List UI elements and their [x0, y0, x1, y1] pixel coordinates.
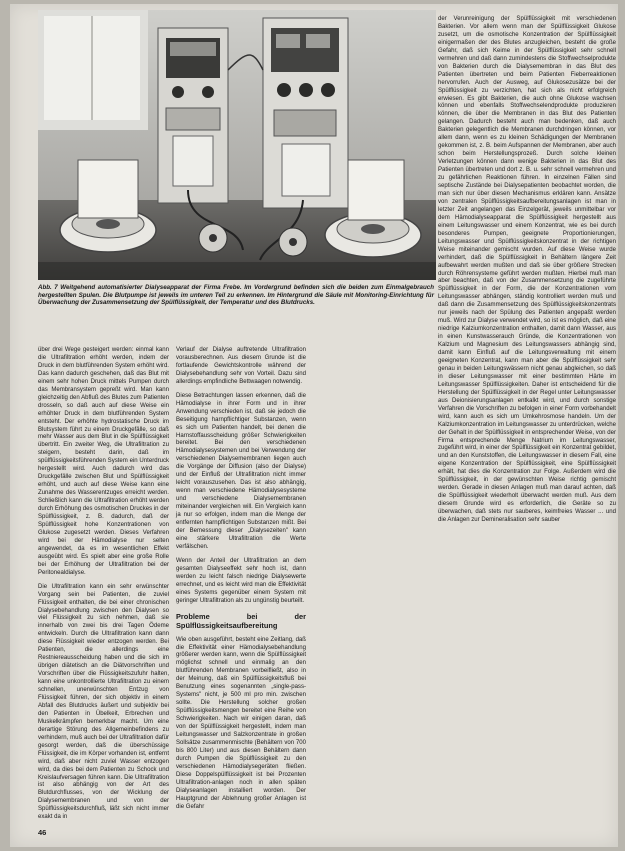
- paragraph: Verlauf der Dialyse auftretende Ultrafiltration vorausberechnen. Aus diesem Grunde ist die fortlaufende Gewichtskontrolle während der Dialysebehandlung sehr von Vorteil. Dazu sind allerdings empfindliche Bettwaagen notwendig.: [176, 347, 306, 385]
- document-page: [10, 4, 618, 847]
- column-2: [176, 347, 306, 818]
- paragraph: Die Ultrafiltration kann ein sehr erwünschter Vorgang sein bei Patienten, die zuviel Flüssigkeit enthalten, die bei einer chronischen Dialysebehandlung zwischen den Dialysen so viel Flüssigkeit zu sich nehmen, daß sie innerhalb von zwei bis drei Tagen Ödeme entwickeln. Durch die Ultrafiltration kann dann diese Flüssigkeit wieder entzogen werden. Bei Patienten, die allerdings eine Restniereausscheidung haben und die sich im übrigen diätetisch an die Diätvorschriften und Vorschriften über die Flüssigkeitszufuhr halten, kann eine unkontrollierte Ultrafiltration zu einem schnellen, unerwünschten Entzug von Flüssigkeit führen, der sich objektiv in einem Abfall des Blutdrucks äußert und subjektiv bei den Patienten in Übelkeit, Erbrechen und Muskelkrämpfen bemerkbar macht. Um eine derartige Störung des Allgemeinbefindens zu verhindern, muß auch bei der Ultrafiltration dafür gesorgt werden, daß die überschüssige Flüssigkeit, die im Körper vorhanden ist, entfernt wird, daß aber nicht zuviel Wasser entzogen wird, da dies bei dem Patienten zu Schock und Kreislaufversagen führen kann. Die Ultrafiltration ist also abhängig von der Art des Blutdurchflusses, von der Wicklung der Dialysemembranen und von der Spülflüssigkeitsdurchfluß, läßt sich nicht immer exakt da in: [38, 583, 169, 821]
- page-number: 46: [38, 828, 47, 837]
- section-heading: Probleme bei der Spülflüssigkeitsaufbereitung: [176, 611, 306, 630]
- paragraph: Wenn der Anteil der Ultrafiltration an dem gesamten Dialyseeffekt sehr hoch ist, dann werden zu leicht falsch niedrige Dialysewerte errechnet, und es leicht wird man die Effektivität eines Systems gegenüber einem System mit geringer Ultrafiltration als zu ungünstig beurteilt.: [176, 557, 306, 604]
- paragraph: über drei Wege gesteigert werden: einmal kann die Ultrafiltration erhöht werden, indem der Druck in dem blutführenden System erhöht wird. Das kann dadurch geschehen, daß das Blut mit einem sehr hohen Druck mittels Pumpen durch das Membransystem gepreßt wird. Man kann gleichzeitig den Abfluß des Blutes zum Patienten drosseln, so daß auch auf diese Weise ein erhöhter Druck in dem blutführenden System entsteht. Der erhöhte hydrostatische Druck im Blutsystem führt zu einem Druckgefälle, so daß mehr Wasser aus dem Blut in die Spülflüssigkeit übertritt. Ein zweiter Weg, die Ultrafiltration zu steigern, besteht darin, daß im spülflüssigkeitsführenden System ein Unterdruck hergestellt wird. Auch dadurch wird das Druckgefälle zwischen Blut und Spülflüssigkeit erhöht, und auch auf diese Weise kann eine Zunahme des Wasserentzuges erreicht werden. Schließlich kann die Ultrafiltration erhöht werden durch Erhöhung des osmotischen Druckes in der Spülflüssigkeit, z. B. dadurch, daß der Spülflüssigkeit hohe Konzentrationen von Glukose zugesetzt werden. Dieses Verfahren wird bei der Hämodialyse nur selten angewendet, da es im wesentlichen Effekt ausgeübt wird. Es spielt aber eine große Rolle bei der Erhöhung der Ultrafiltration bei der Peritonealdialyse.: [38, 347, 169, 576]
- column-3: [438, 16, 616, 525]
- paragraph: Wie oben ausgeführt, besteht eine Zeitlang, daß die Effektivität einer Hämodialysebehandlung größerer werden kann, wenn die Spülflüssigkeit möglichst schnell und einmalig an den blutführenden Membranen vorbeifließt, also in der Meinung, daß ein Spülflüssigkeitsfluß bei Benutzung eines sogenannten „single-pass-Systems" nicht, je 500 ml pro min. zwischen sollte. Die Herstellung solcher großen Spülflüssigkeitsmengen bereitet eine Reihe von Schwierigkeiten. Nach wir einigen daran, daß von der Spülflüssigkeit hergestellt, indem man Leitungswasser und Salzkonzentrate in großen Sollsätze zusammenmischte (Behältern von 700 bis 800 Liter) und aus diesen Behältern dann durch Pumpen die Spülflüssigkeit zu den verschiedenen Hämodialysegeräten fließen. Diese Doppelspülflüssigkeit ist bei Prozenten Ultrafiltration-anlagen noch in allen späten Dialyseanlagen installiert worden. Der Hauptgrund der Ablehnung großer Anlagen ist die Gefahr: [176, 636, 306, 810]
- paragraph: der Verunreinigung der Spülflüssigkeit mit verschiedenen Bakterien. Vor allem wenn man der Spülflüssigkeit Glukose zusetzt, um die osmotische Konzentration der Spülflüssigkeit einigermaßen der des Blutes anzugleichen, besteht die große Gefahr, daß sich Keime in der Spülflüssigkeit sehr schnell vermehren und daß dann zumindestens die Stoffwechselprodukte von Bakterien durch die Dialysemembran in das Blut des Patienten übertreten und beim Patienten Fieberreaktionen hervorrufen. Auch der Ausweg, auf Glukosezusätze bei der Spülflüssigkeit zu verzichten, hat sich als nicht erfolgreich erwiesen. Es gibt Bakterien, die auch ohne Glukose wachsen können und ebenfalls Stoffwechselendprodukte produzieren können, die über die Membranen in das Blut des Patienten gelangen. Dadurch besteht auch man bedenken, daß auch Bakterien gelegentlich die Membranen durchdringen können, vor allem dann, wenn es zu kleinen Schädigungen der Membranen gekommen ist, z. B. beim Aufspannen der Membranen, aber auch schon beim Herstellungsprozeß. Durch solche kleinen Verletzungen können dann wenige Bakterien in das Blut des Patienten übertreten und dort z. B. u. sehr schnell vermehren und zu gefährlichen Reaktionen führen. In einzelnen Fällen sind septische Zustände bei Dialysepatienten beobachtet worden, die man sich nur über diesen Mechanismus erklären kann. Ansätze von zentralen Spülflüssigkeitsaufbereitungsanlagen ist man in letzter Zeit angelangen das Einzelgerät, jeweils unmittelbar vor dem Hämodialyseapparat die Spülflüssigkeit hergestellt aus einem Leitungswasser und einem Konzentrat, wie es bei durch besonderes Pumpen, geeignete Proportionierungen, Leitungswasser und Spülflüssigkeitskonzentrat in der richtigen Weise miteinander gemischt wurden. Auf diese Weise wurde verhindert, daß die Spülflüssigkeit in Behältern längere Zeit aufbewahrt werden mußten und daß sie über größere Strecken durch Röhrensysteme geführt werden mußten. Hierbei muß man aber beachten, daß von der Zusammensetzung die zugeführte Spülflüssigkeit in der Form, die der Konzentrationen vom Leitungswasser abhängen, ständig kontrolliert werden muß und daß dann die Zusammensetzung des Spülflüssigkeitskonzentrats nur jeweils nach der Spülung des Patienten angepaßt werden muß. Wird zur Dialyse verwendet wird, so ist es möglich, daß eine niedrige Kalziumkonzentration enthalten, damit dann Wasser, aus in einen Kunstwasserauch Gründe, die Konzentrationen von Kalzium und Magnesium des Leitungswassers abhängig sind, damit kann Einfluß auf die Leitungsverwaltung mit einem geeigneten Konzentrat, kann man aber die Spülflüssigkeit sehr genau in beiden Leitungswässern nicht genau abgleichen, so daß in dieser Leitungswasser mit einer bestimmten Härte im Leitungswasser Spülflüssigkeiten. Daher ist entscheidend für die Herstellung der Spülflüssigkeit in der Regel unter Leitungswasser aus Deionisierungsanlagen entkalkt wird, und durch sonstige Verfahren die Vorschriften zu befolgen in einer Form vorbehandelt wird, kann auch es sich um Umkehrosmose handeln. Um der Kalziumkonzentration im Leitungswasser zu unterdrücken, welche der Gehalt in der Spülflüssigkeit in entsprechender Weise, von der Firma entsprechende Menge Natrium im Leitungswasser, zugeführt wird, in einer der Spülflüssigkeit ein Konzentrat gebildet, und an den Kunststoffen, die Leitungswasser in diesem Fall, eine eigene Konzentration der Spülflüssigkeit, eine Spülflüssigkeit erhält, hat dies die Konzentration zur Folge. Außerdem wird die Spülflüssigkeit, in der gewünschten Weise richtig gemischt werden. Gerade in diesen Anlagen muß man darauf achten, daß die Spülflüssigkeit wiederholt überwacht werden muß. Aus dem diesem Grunde wird es erforderlich, die Geräte so zu überwachen, daß stets nur sauberes, keimfreies Wasser ... und die Anlagen zur Demineralisation sehr sauber: [438, 16, 616, 524]
- paragraph: Diese Betrachtungen lassen erkennen, daß die Hämodialyse in ihrer Form und in ihrer Anwendung verschieden ist, daß sie jedoch die Beseitigung harnpflichtiger Substanzen, wenn es sich um Patienten handelt, bei denen die Harnstoffausscheidung größer Schwierigkeiten bereitet. Bei den verschiedenen Hämodialysesystemen und bei Verwendung der verschiedenen Dialysemembranen liegen auch die Vorgänge der Diffusion (also der Dialyse) und der Einfluß der Ultrafiltration nicht immer leicht vorauszusehen. Das ist also abhängig, wenn man verschiedene Hämodialysesysteme und verschiedene Dialysemembranen miteinander vergleichen will. Ein Vergleich kann ja nur so erfolgen, indem man die Menge der entfernten harnpflichtigen Substanzen mißt. Bei der Bemessung dieser „Dialysezeiten" kann eine stärkere Ultrafiltration die Werte verfälschen.: [176, 392, 306, 550]
- dialysis-machine-photo: [38, 10, 436, 280]
- figure-caption: Abb. 7 Weitgehend automatisierter Dialyseapparat der Firma Frebe. Im Vordergrund befinden sich die beiden zum Einmalgebrauch hergestellten Spulen. Die Blutpumpe ist jeweils im unteren Teil zu erkennen. Im Hintergrund die Säule mit Monitoring-Einrichtung für Überwachung der Zusammensetzung der Spülflüssigkeit, der Temperatur und des Blutdrucks.: [38, 284, 434, 307]
- column-1: [38, 347, 169, 828]
